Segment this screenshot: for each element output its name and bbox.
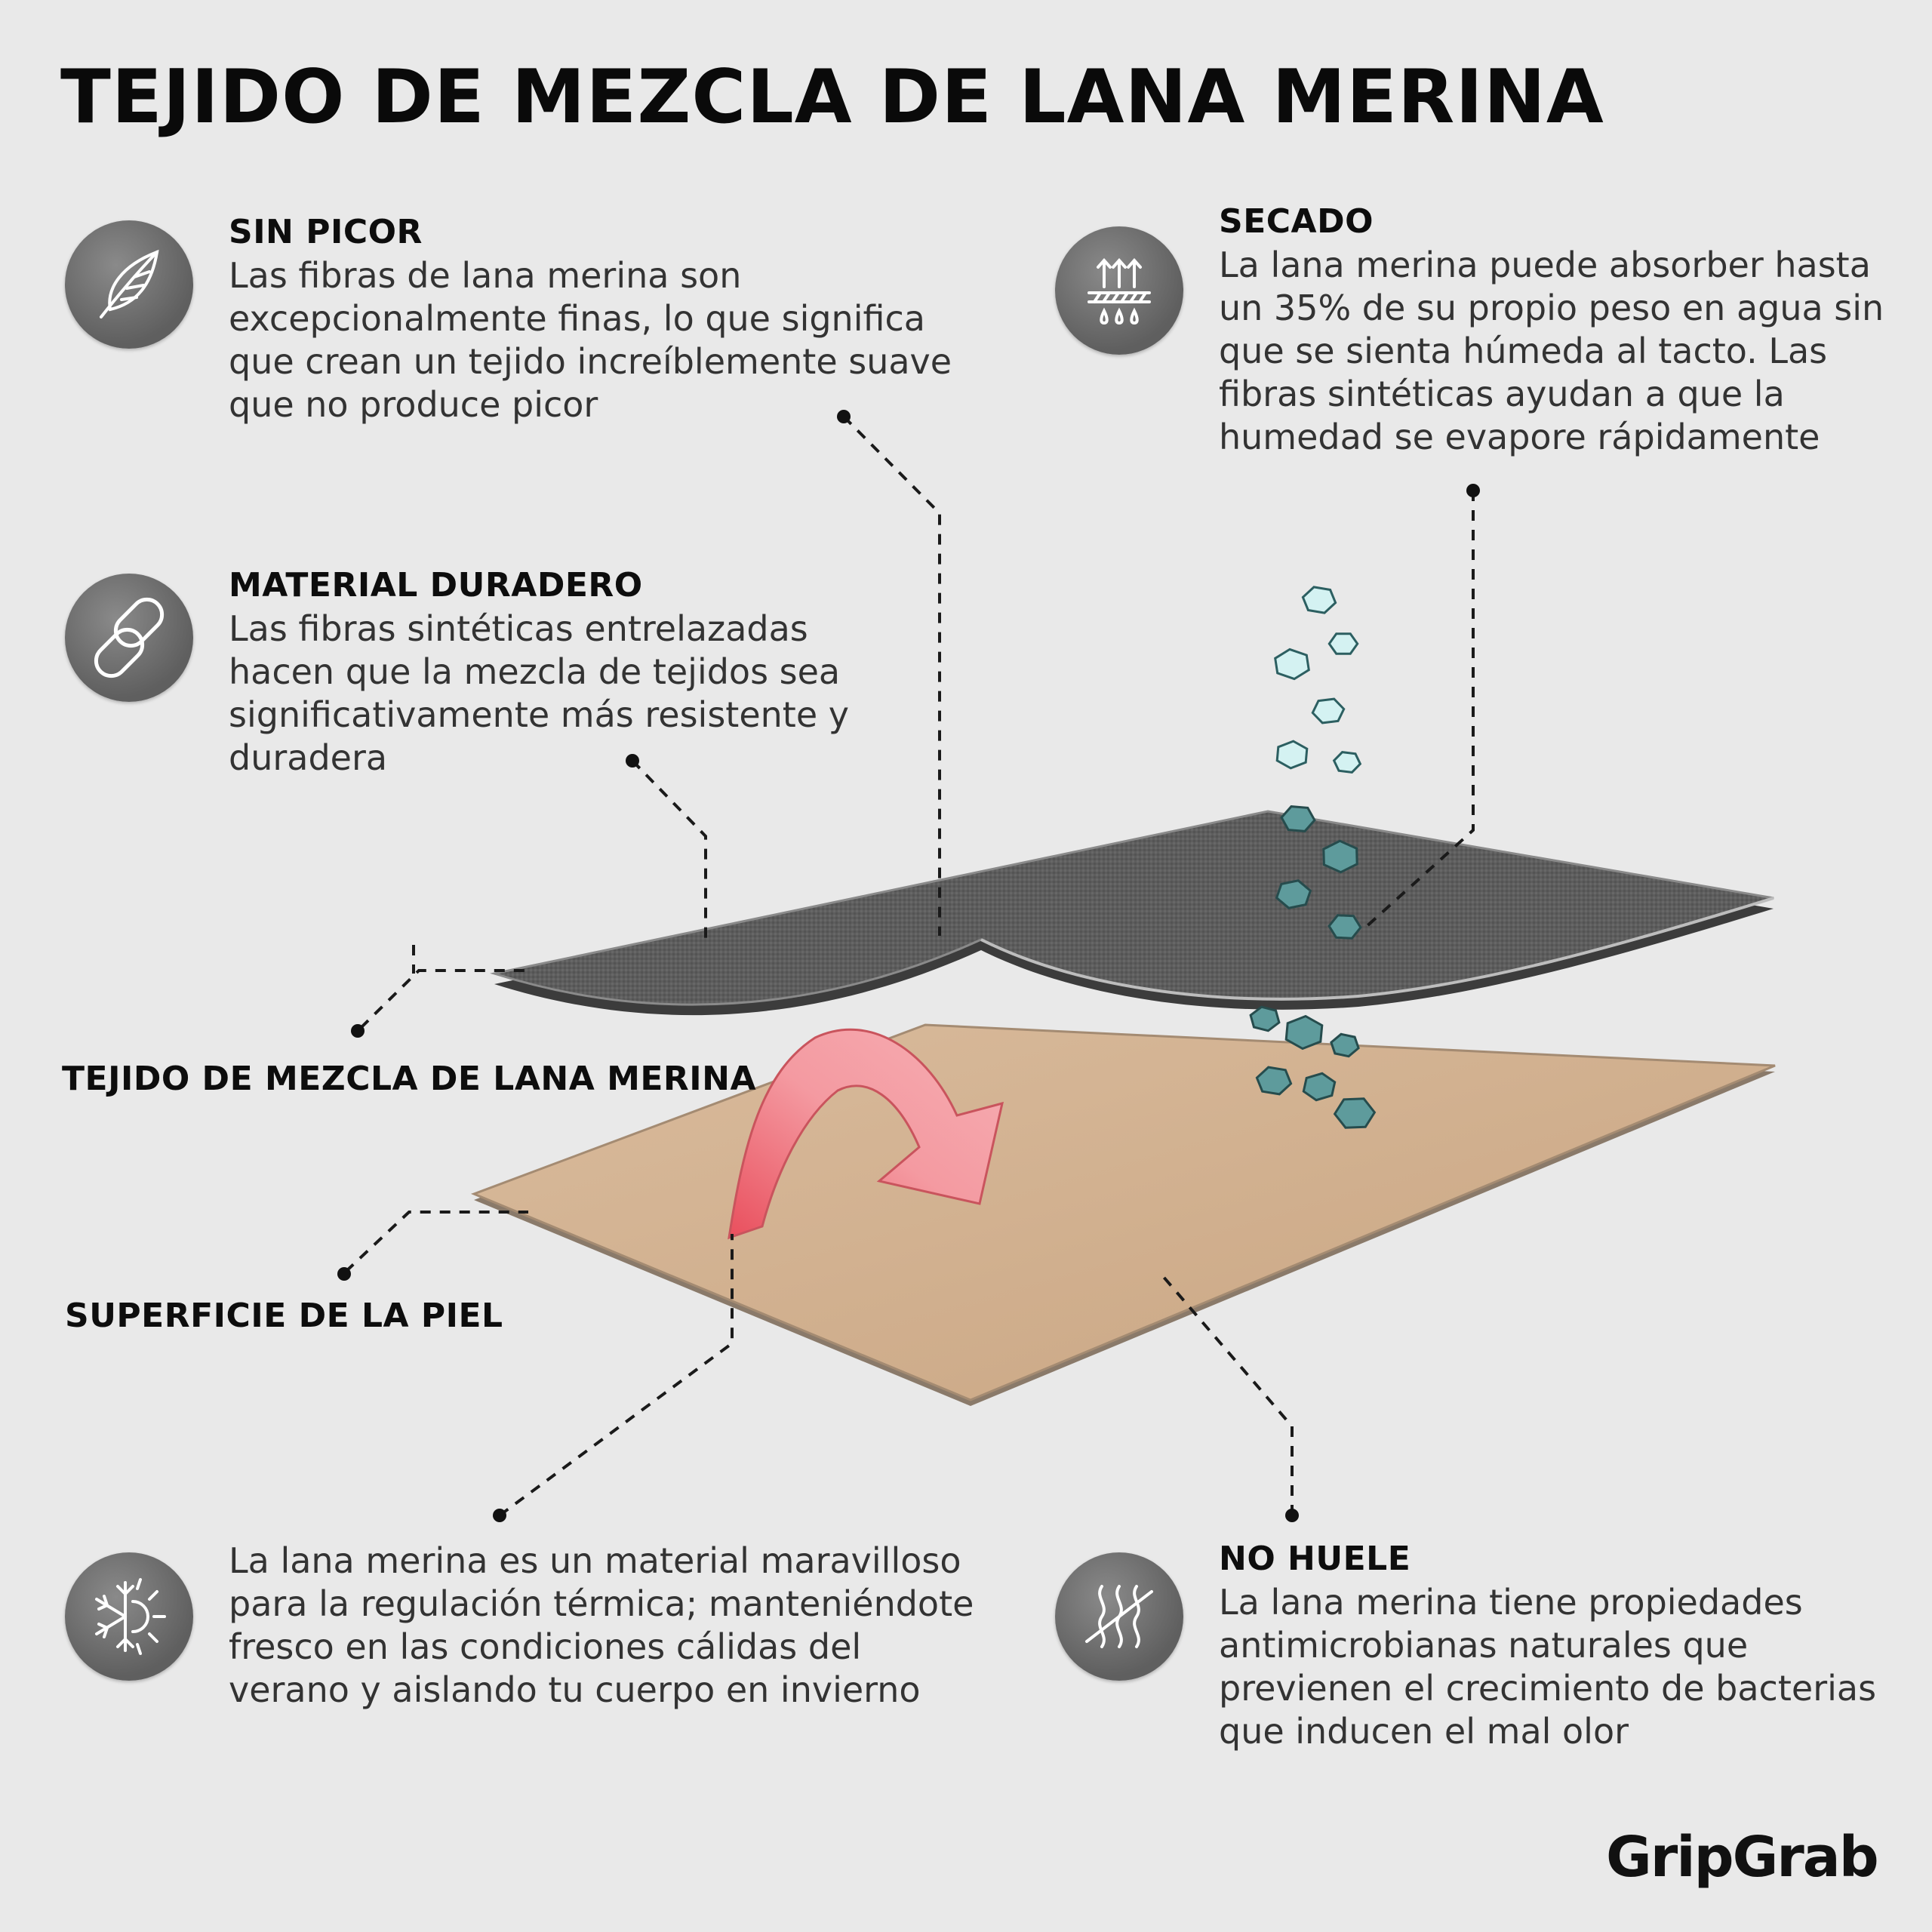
water-droplet <box>1324 841 1357 872</box>
evaporation-icon <box>1055 226 1183 355</box>
feature-heading: SECADO <box>1219 202 1374 241</box>
water-droplet <box>1329 915 1361 938</box>
fabric-layer-label: TEJIDO DE MEZCLA DE LANA MERINA <box>62 1060 757 1098</box>
brand-logo: GripGrab <box>1606 1825 1878 1890</box>
feature-text: Las fibras de lana merina son excepcionalmente finas, lo que significa que crean un tejido increíblemente suave que no produce picor <box>229 255 952 425</box>
snowflake-sun-icon <box>65 1552 193 1681</box>
feature-heading: NO HUELE <box>1219 1540 1411 1578</box>
feature-secado <box>1219 202 1890 459</box>
page-title: TEJIDO DE MEZCLA DE LANA MERINA <box>60 54 1604 140</box>
feather-icon <box>65 220 193 349</box>
water-droplet <box>1281 807 1315 832</box>
feature-text: La lana merina tiene propiedades antimicrobianas naturales que previenen el crecimiento de bacterias que inducen el mal olor <box>1219 1582 1877 1752</box>
water-droplet <box>1277 741 1307 768</box>
water-droplet <box>1303 587 1335 613</box>
skin-layer-label: SUPERFICIE DE LA PIEL <box>65 1297 503 1335</box>
feature-regulacion-termica <box>229 1540 983 1712</box>
feature-sin-picor <box>229 213 968 426</box>
odor-icon <box>1055 1552 1183 1681</box>
fabric-layer <box>494 811 1774 1015</box>
chain-link-icon <box>65 574 193 702</box>
water-droplet <box>1251 1007 1279 1031</box>
water-droplet <box>1275 649 1309 678</box>
feature-text: Las fibras sintéticas entrelazadas hacen que la mezcla de tejidos sea significativamente más resistente y duradera <box>229 608 849 778</box>
feature-material-duradero <box>229 566 908 780</box>
feature-text: La lana merina es un material maravilloso para la regulación térmica; manteniéndote fresco en las condiciones cálidas del verano y aislando tu cuerpo en invierno <box>229 1540 974 1710</box>
feature-no-huele <box>1219 1540 1898 1753</box>
feature-heading: SIN PICOR <box>229 213 423 251</box>
feature-text: La lana merina puede absorber hasta un 35% de su propio peso en agua sin que se sienta húmeda al tacto. Las fibras sintéticas ayudan a que la humedad se evapore rápidamente <box>1219 245 1884 457</box>
water-droplet <box>1312 699 1343 723</box>
water-droplet <box>1334 752 1361 773</box>
feature-heading: MATERIAL DURADERO <box>229 566 643 605</box>
water-droplet <box>1329 634 1357 654</box>
water-droplet <box>1335 1099 1375 1128</box>
